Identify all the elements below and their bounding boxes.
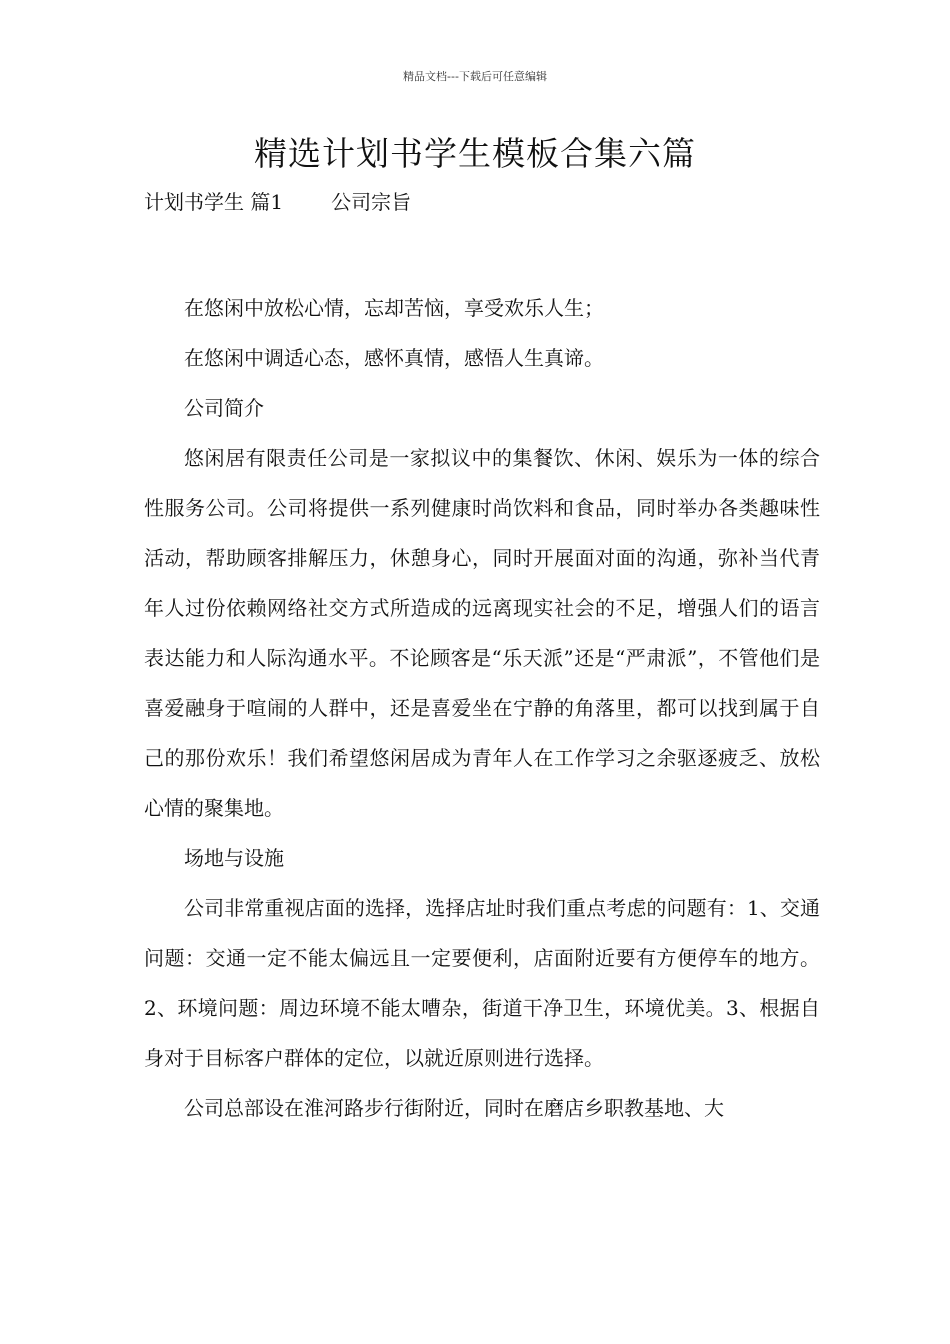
section-heading bbox=[144, 186, 411, 215]
paragraph: 悠闲居有限责任公司是一家拟议中的集餐饮、休闲、娱乐为一体的综合性服务公司。公司将提供一系列健康时尚饮料和食品，同时举办各类趣味性活动，帮助顾客排解压力，休憩身心，同时开展面对面的沟通，弥补当代青年人过份依赖网络社交方式所造成的远离现实社会的不足，增强人们的语言表达能力和人际沟通水平。不论顾客是“乐天派”还是“严肃派”，不管他们是喜爱融身于喧闹的人群中，还是喜爱坐在宁静的角落里，都可以找到属于自己的那份欢乐！我们希望悠闲居成为青年人在工作学习之余驱逐疲乏、放松心情的聚集地。 bbox=[144, 446, 820, 820]
body-text bbox=[144, 283, 820, 1133]
paragraph: 公司总部设在淮河路步行街附近，同时在磨店乡职教基地、大 bbox=[184, 1096, 724, 1120]
section-topic: 公司宗旨 bbox=[331, 190, 412, 214]
paragraph: 公司非常重视店面的选择，选择店址时我们重点考虑的问题有：1、交通问题：交通一定不能太偏远且一定要便利，店面附近要有方便停车的地方。2、环境问题：周边环境不能太嘈杂，街道干净卫生，环境优美。3、根据自身对于目标客户群体的定位，以就近原则进行选择。 bbox=[144, 896, 820, 1070]
header-note: 精品文档---下载后可任意编辑 bbox=[403, 70, 547, 83]
paragraph: 在悠闲中放松心情，忘却苦恼，享受欢乐人生； bbox=[184, 296, 604, 320]
section-label: 计划书学生 篇1 bbox=[144, 190, 284, 214]
paragraph-heading: 公司简介 bbox=[184, 396, 264, 420]
paragraph: 在悠闲中调适心态，感怀真情，感悟人生真谛。 bbox=[184, 346, 604, 370]
document-title: 精选计划书学生模板合集六篇 bbox=[254, 134, 696, 173]
paragraph-heading: 场地与设施 bbox=[184, 846, 284, 870]
